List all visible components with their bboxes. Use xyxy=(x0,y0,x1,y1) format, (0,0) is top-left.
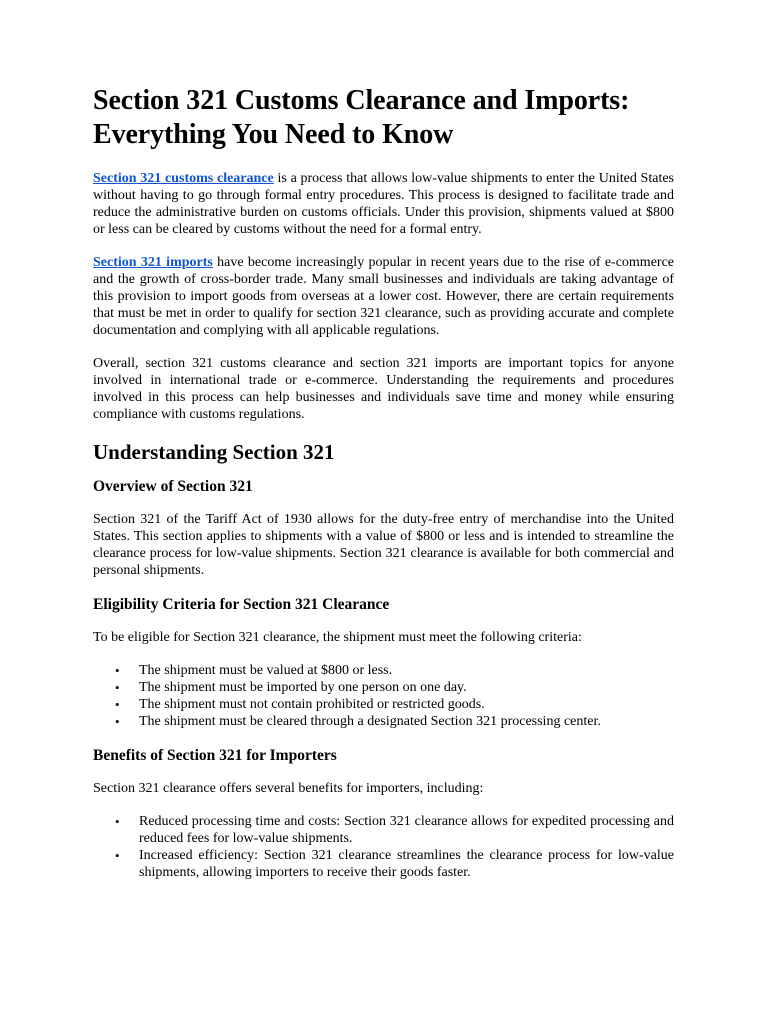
document-page xyxy=(93,84,674,897)
bullet-icon: • xyxy=(115,697,120,712)
intro-paragraph-1-text: is a process that allows low-value shipments to enter the United States without having to go through formal entry procedures. This process is designed to facilitate trade and reduce the administrative burden on customs officials. Under this provision, shipments valued at $800 or less can be cleared by customs without the need for a formal entry. xyxy=(93,171,674,237)
eligibility-list xyxy=(93,662,674,730)
section-321-customs-clearance-link[interactable]: Section 321 customs clearance xyxy=(93,171,274,186)
intro-paragraph-2 xyxy=(93,254,674,339)
eligibility-heading: Eligibility Criteria for Section 321 Clearance xyxy=(93,596,390,613)
benefits-heading: Benefits of Section 321 for Importers xyxy=(93,747,337,764)
list-item: • The shipment must be valued at $800 or less. xyxy=(115,663,393,678)
bullet-icon: • xyxy=(115,680,120,695)
list-item: • The shipment must be imported by one person on one day. xyxy=(115,680,467,695)
list-item: • The shipment must be cleared through a designated Section 321 processing center. xyxy=(115,714,601,729)
section-heading: Understanding Section 321 xyxy=(93,440,335,464)
benefits-list xyxy=(93,813,674,881)
bullet-icon: • xyxy=(115,814,120,829)
intro-paragraph-2-text: have become increasingly popular in recent years due to the rise of e-commerce and the growth of cross-border trade. Many small businesses and individuals are taking advantage of this provision to import goods from overseas at a lower cost. However, there are certain requirements that must be met in order to qualify for section 321 clearance, such as providing accurate and complete documentation and complying with all applicable regulations. xyxy=(93,255,674,338)
article-title: Section 321 Customs Clearance and Imports: Everything You Need to Know xyxy=(93,85,630,150)
section-321-imports-link[interactable]: Section 321 imports xyxy=(93,255,213,270)
list-item: • The shipment must not contain prohibited or restricted goods. xyxy=(115,697,485,712)
intro-paragraph-1 xyxy=(93,170,674,238)
list-item: • Reduced processing time and costs: Section 321 clearance allows for expedited processing and reduced fees for low-value shipments. xyxy=(115,814,674,846)
list-item: • Increased efficiency: Section 321 clearance streamlines the clearance process for low-value shipments, allowing importers to receive their goods faster. xyxy=(115,848,674,880)
bullet-icon: • xyxy=(115,848,120,863)
bullet-icon: • xyxy=(115,663,120,678)
benefits-intro: Section 321 clearance offers several benefits for importers, including: xyxy=(93,781,484,796)
eligibility-intro: To be eligible for Section 321 clearance, the shipment must meet the following criteria: xyxy=(93,630,582,645)
overview-heading: Overview of Section 321 xyxy=(93,478,253,495)
overview-paragraph: Section 321 of the Tariff Act of 1930 allows for the duty-free entry of merchandise into the United States. This section applies to shipments with a value of $800 or less and is intended to streamline the clearance process for low-value shipments. Section 321 clearance is available for both commercial and personal shipments. xyxy=(93,512,674,578)
bullet-icon: • xyxy=(115,714,120,729)
overall-paragraph: Overall, section 321 customs clearance and section 321 imports are important topics for anyone involved in international trade or e-commerce. Understanding the requirements and procedures involved in this process can help businesses and individuals save time and money while ensuring compliance with customs regulations. xyxy=(93,356,674,422)
